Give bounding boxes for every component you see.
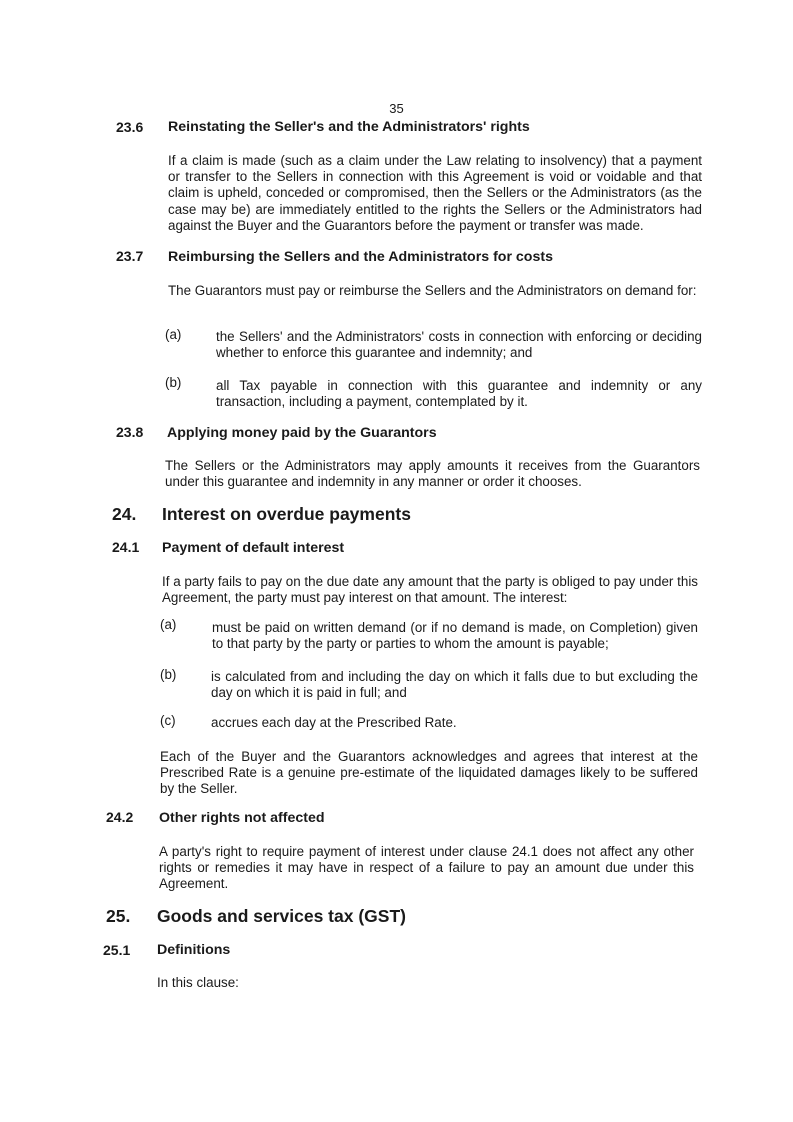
section-heading: Goods and services tax (GST): [157, 906, 406, 926]
list-item-text: the Sellers' and the Administrators' costs in connection with enforcing or deciding whether to enforce this guarantee and indemnity; and: [216, 329, 702, 361]
clause-closing-paragraph: Each of the Buyer and the Guarantors acknowledges and agrees that interest at the Prescribed Rate is a genuine pre-estimate of the liquidated damages likely to be suffered by the Seller.: [160, 749, 698, 797]
clause-heading: Reinstating the Seller's and the Administrators' rights: [168, 119, 530, 135]
clause-number: 25.1: [103, 942, 131, 958]
list-item-label: (b): [160, 667, 177, 682]
clause-heading: Reimbursing the Sellers and the Administrators for costs: [168, 249, 553, 265]
list-item-label: (b): [165, 375, 182, 390]
clause-number: 23.7: [116, 248, 144, 264]
list-item-label: (c): [160, 713, 176, 728]
list-item-text: is calculated from and including the day on which it falls due to but excluding the day on which it is paid in full; and: [211, 669, 698, 701]
page-number: 35: [389, 101, 404, 116]
section-number: 25.: [106, 906, 131, 926]
clause-number: 23.6: [116, 119, 144, 135]
clause-paragraph: A party's right to require payment of interest under clause 24.1 does not affect any other rights or remedies it may have in respect of a failure to pay an amount due under this Agreement.: [159, 844, 694, 892]
clause-heading: Payment of default interest: [162, 540, 345, 556]
clause-paragraph: If a claim is made (such as a claim under the Law relating to insolvency) that a payment or transfer to the Sellers in connection with this Agreement is void or voidable and that claim is upheld, conceded or compromised, then the Sellers or the Administrators (as the case may be) are immediately entitled to the rights the Sellers or the Administrators had against the Buyer and the Guarantors before the payment or transfer was made.: [168, 153, 702, 233]
clause-paragraph: In this clause:: [157, 975, 239, 990]
clause-paragraph: The Guarantors must pay or reimburse the Sellers and the Administrators on demand for:: [168, 283, 697, 298]
section-heading: Interest on overdue payments: [162, 504, 411, 524]
clause-paragraph: If a party fails to pay on the due date any amount that the party is obliged to pay under this Agreement, the party must pay interest on that amount. The interest:: [162, 574, 698, 606]
section-number: 24.: [112, 504, 137, 524]
clause-paragraph: The Sellers or the Administrators may apply amounts it receives from the Guarantors under this guarantee and indemnity in any manner or order it chooses.: [165, 458, 700, 490]
clause-heading: Applying money paid by the Guarantors: [167, 425, 437, 441]
list-item-label: (a): [165, 327, 182, 342]
clause-number: 24.2: [106, 809, 134, 825]
clause-number: 24.1: [112, 539, 140, 555]
clause-heading: Definitions: [157, 942, 231, 958]
list-item-label: (a): [160, 617, 177, 632]
list-item-text: all Tax payable in connection with this guarantee and indemnity or any transaction, including a payment, contemplated by it.: [216, 378, 702, 410]
list-item-text: accrues each day at the Prescribed Rate.: [211, 715, 457, 730]
clause-number: 23.8: [116, 424, 144, 440]
list-item-text: must be paid on written demand (or if no demand is made, on Completion) given to that party by the party or parties to whom the amount is payable;: [212, 620, 698, 652]
clause-heading: Other rights not affected: [159, 810, 325, 826]
